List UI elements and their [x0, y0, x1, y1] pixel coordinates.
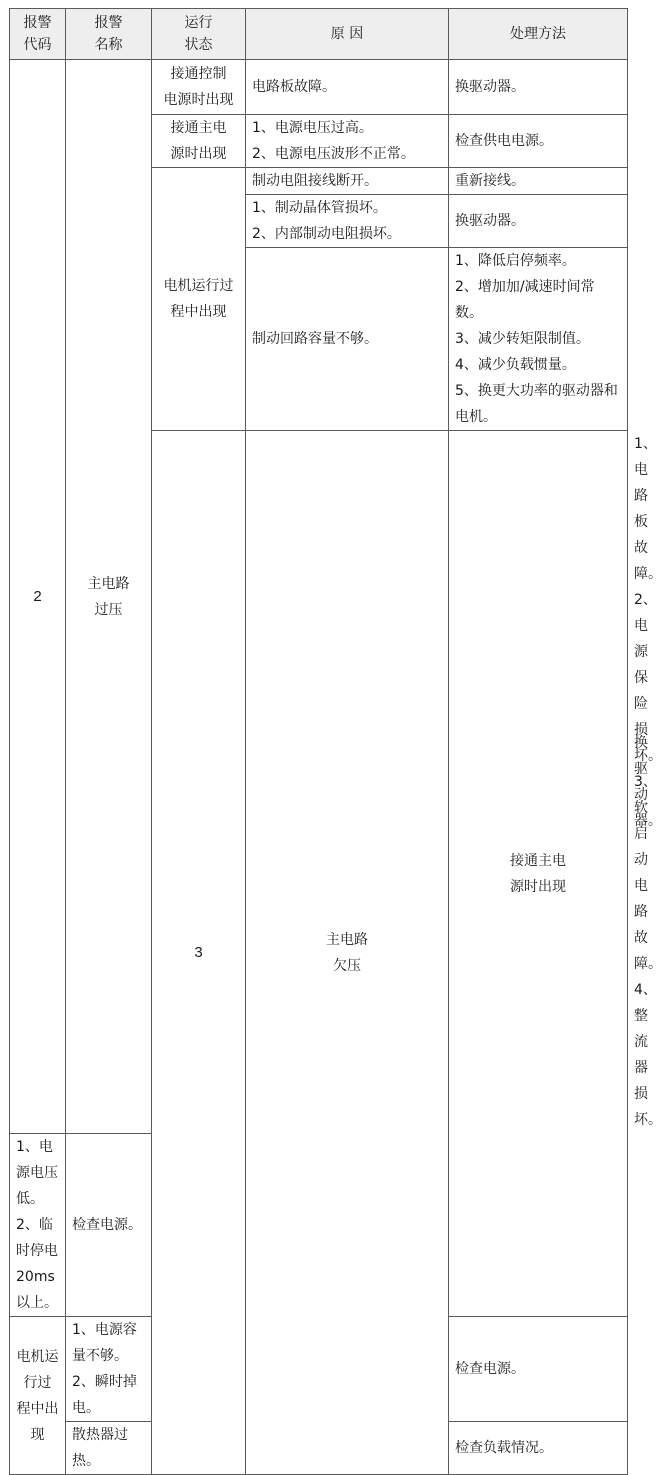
header-fix: 处理方法: [449, 9, 628, 60]
cause-cell: 电路板故障。: [246, 60, 449, 115]
fix-cell: 检查电源。: [449, 1317, 628, 1422]
run-state-cell: 接通主电 源时出现: [449, 431, 628, 1317]
alarm-code-cell: 2: [10, 60, 66, 1134]
cause-cell: 1、电源电压过高。 2、电源电压波形不正常。: [246, 115, 449, 168]
fix-cell: 检查电源。: [66, 1134, 152, 1317]
table-row: [10, 60, 628, 115]
alarm-code-cell: 3: [152, 431, 246, 1475]
alarm-table: [9, 8, 662, 1475]
run-state-cell: 电机运行过 程中出现: [152, 168, 246, 431]
fix-cell: 重新接线。: [449, 168, 628, 195]
fix-cell: 检查供电电源。: [449, 115, 628, 168]
run-state-cell: 接通主电 源时出现: [152, 115, 246, 168]
run-state-cell: 接通控制 电源时出现: [152, 60, 246, 115]
cause-cell: 1、制动晶体管损坏。 2、内部制动电阻损坏。: [246, 195, 449, 248]
fix-cell: 1、降低启停频率。 2、增加加/减速时间常数。 3、减少转矩限制值。 4、减少负载惯量。 5、换更大功率的驱动器和电机。: [449, 248, 628, 431]
header-run-state: 运行 状态: [152, 9, 246, 60]
cause-cell: 制动回路容量不够。: [246, 248, 449, 431]
cause-cell: 散热器过热。: [66, 1422, 152, 1475]
run-state-cell: 电机运行过 程中出现: [10, 1317, 66, 1475]
cause-cell: 制动电阻接线断开。: [246, 168, 449, 195]
fix-cell: 检查负载情况。: [449, 1422, 628, 1475]
header-alarm-code: 报警 代码: [10, 9, 66, 60]
fix-cell: 换驱动器。: [449, 60, 628, 115]
cause-cell: 1、电源容量不够。 2、瞬时掉电。: [66, 1317, 152, 1422]
header-alarm-name: 报警 名称: [66, 9, 152, 60]
alarm-name-cell: 主电路 欠压: [246, 431, 449, 1475]
alarm-name-cell: 主电路 过压: [66, 60, 152, 1134]
table-row: 3 主电路 欠压 接通主电 源时出现 1、电路板故障。 2、电源保险损坏。 3、软启动电路故障。 4、整流器损坏。 换驱动器。: [10, 431, 628, 1134]
header-cause: 原 因: [246, 9, 449, 60]
cause-cell: 1、电源电压低。 2、临时停电 20ms 以上。: [10, 1134, 66, 1317]
fix-cell: 换驱动器。: [449, 195, 628, 248]
header-row: [10, 9, 628, 60]
